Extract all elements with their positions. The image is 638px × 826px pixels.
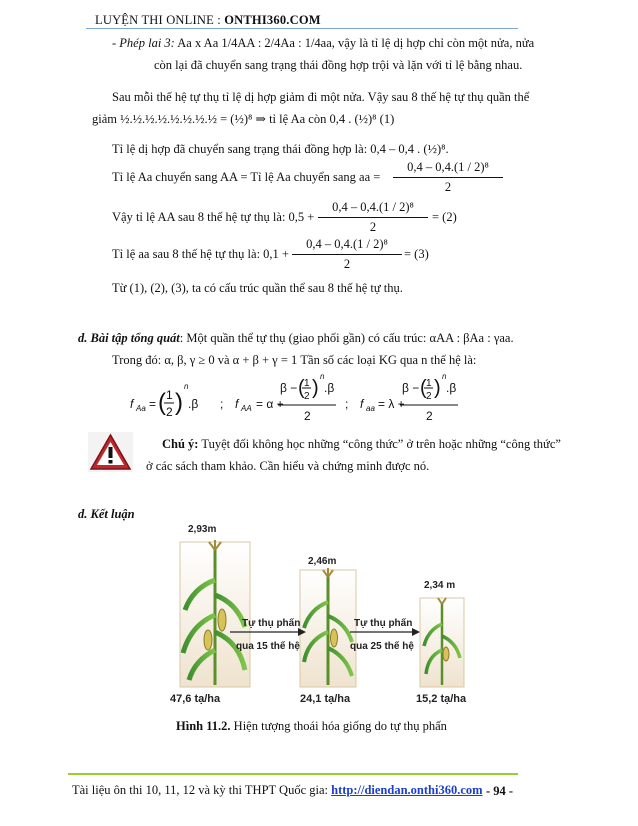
page-number: - 94 - (486, 784, 514, 798)
svg-text:β −: β − (280, 381, 298, 395)
svg-text:f: f (130, 397, 134, 411)
note-line-2: ở các sách tham khảo. Cần hiểu và chứng minh được nó. (146, 459, 430, 473)
svg-text:2: 2 (304, 409, 311, 423)
section-general-text: : Một quần thể tự thụ (giao phối gần) có cấu trúc: αAA : βAa : γaa. (179, 331, 514, 345)
svg-text:AA: AA (241, 404, 252, 413)
para-tu-1-2-3: Từ (1), (2), (3), ta có cấu trúc quần thể sau 8 thế hệ tự thụ. (112, 281, 403, 295)
maize-figure (160, 520, 470, 715)
svg-text:2: 2 (304, 391, 310, 402)
fraction-numerator-3: 0,4 – 0,4.(1 / 2)⁸ (306, 237, 388, 251)
page-footer (72, 783, 483, 798)
svg-text:): ) (175, 389, 183, 416)
para-aa-chuyen: Tỉ lệ Aa chuyển sang AA = Tỉ lệ Aa chuyển sang aa = (112, 170, 381, 184)
arrow-2-sublabel: qua 25 thế hệ (350, 641, 414, 652)
fraction-bar (393, 177, 503, 178)
svg-text:.β: .β (324, 381, 335, 395)
eq-3: = (3) (404, 247, 429, 261)
yield-label-2: 24,1 tạ/ha (300, 693, 351, 705)
para-ti-le-AA: Vậy tỉ lệ AA sau 8 thế hệ tự thụ là: 0,5 + (112, 210, 315, 224)
para-giam: giảm ½.½.½.½.½.½.½.½ = (½)⁸ ⇒ tỉ lệ Aa còn 0,4 . (½)⁸ (1) (92, 112, 395, 126)
para-sau-moi: Sau mỗi thế hệ tự thụ tỉ lệ dị hợp giảm đi một nửa. Vậy sau 8 thế hệ tự thụ quần thể (112, 90, 530, 104)
yield-label-3: 15,2 tạ/ha (416, 693, 467, 705)
svg-text:n: n (184, 382, 189, 391)
svg-text:.β: .β (446, 381, 457, 395)
header-rule (86, 28, 518, 29)
fraction-denominator: 2 (444, 180, 452, 194)
svg-text:f: f (360, 397, 364, 411)
svg-text:n: n (320, 372, 325, 381)
footer-text: Tài liệu ôn thi 10, 11, 12 và kỳ thi THPT Quốc gia: (72, 783, 332, 797)
svg-text:): ) (312, 377, 319, 399)
svg-text:1: 1 (166, 388, 173, 402)
fraction-bar-3 (292, 254, 402, 255)
svg-text:= α +: = α + (256, 397, 284, 411)
arrow-2-icon (350, 628, 420, 636)
section-general-exercise (78, 331, 514, 346)
svg-text:.β: .β (188, 397, 199, 411)
warning-icon (88, 432, 133, 472)
para-ti-le-di-hop: Tỉ lệ dị hợp đã chuyển sang trạng thái đồng hợp là: 0,4 – 0,4 . (½)⁸. (112, 142, 449, 156)
svg-text:1: 1 (304, 378, 310, 389)
para-phep-lai-cont: còn lại đã chuyển sang trạng thái đồng hợp trội và lặn với tỉ lệ bằng nhau. (154, 58, 523, 72)
para-trong-do: Trong đó: α, β, γ ≥ 0 và α + β + γ = 1 Tần số các loại KG qua n thế hệ là: (112, 353, 477, 367)
note-text: Tuyệt đối không học những “công thức” ở trên hoặc những “công thức” (198, 437, 561, 451)
svg-text:2: 2 (426, 391, 432, 402)
fraction-bar-2 (318, 217, 428, 218)
fraction-numerator: 0,4 – 0,4.(1 / 2)⁸ (407, 160, 489, 174)
svg-text:(: ( (420, 377, 427, 399)
header-prefix: LUYỆN THI ONLINE : (95, 13, 225, 27)
arrow-1-sublabel: qua 15 thế hệ (236, 641, 300, 652)
height-label-2: 2,46m (308, 556, 337, 567)
svg-text:(: ( (298, 377, 305, 399)
genotype-formulas (130, 372, 470, 430)
note-label: Chú ý: (162, 437, 199, 451)
svg-text:(: ( (158, 389, 166, 416)
yield-label-1: 47,6 tạ/ha (170, 693, 221, 705)
phep-lai-text: Aa x Aa 1/4AA : 2/4Aa : 1/4aa, vậy là tỉ lệ dị hợp chỉ còn một nửa, nửa (174, 36, 535, 50)
svg-text:2: 2 (426, 409, 433, 423)
svg-text:): ) (434, 377, 441, 399)
svg-text:=: = (149, 397, 157, 411)
arrow-2-label: Tự thụ phấn (354, 618, 413, 629)
header-site: ONTHI360.COM (224, 13, 321, 27)
footer-link[interactable]: http://diendan.onthi360.com (331, 783, 483, 797)
footer-rule (68, 773, 518, 775)
svg-text:;: ; (345, 397, 349, 411)
figure-caption (176, 719, 447, 734)
svg-text:aa: aa (366, 404, 375, 413)
caption-label: Hình 11.2. (176, 719, 231, 733)
section-title-conclusion: d. Kết luận (78, 507, 135, 521)
page-header (95, 13, 321, 28)
svg-text:f: f (235, 397, 239, 411)
svg-text:n: n (442, 372, 447, 381)
para-phep-lai: - Phép lai 3: Aa x Aa 1/4AA : 2/4Aa : 1/4aa, vậy là tỉ lệ dị hợp chỉ còn một nửa, nửa (112, 36, 535, 50)
fraction-denominator-2: 2 (369, 220, 377, 234)
section-title-general: d. Bài tập tổng quát (78, 331, 180, 345)
svg-text:2: 2 (166, 405, 173, 419)
svg-text:β −: β − (402, 381, 420, 395)
svg-text:= λ +: = λ + (378, 397, 405, 411)
arrow-1-label: Tự thụ phấn (242, 618, 301, 629)
para-ti-le-aa: Tỉ lệ aa sau 8 thế hệ tự thụ là: 0,1 + (112, 247, 289, 261)
eq-2: = (2) (432, 210, 457, 224)
fraction-denominator-3: 2 (343, 257, 351, 271)
height-label-3: 2,34 m (424, 580, 456, 591)
caption-text: Hiện tượng thoái hóa giống do tự thụ phấn (230, 719, 447, 733)
svg-text:1: 1 (426, 378, 432, 389)
svg-text:Aa: Aa (136, 404, 146, 413)
note-line-1 (162, 437, 561, 452)
height-label-1: 2,93m (188, 524, 217, 535)
phep-lai-label: Phép lai 3: (119, 36, 175, 50)
svg-text:;: ; (220, 397, 224, 411)
fraction-numerator-2: 0,4 – 0,4.(1 / 2)⁸ (332, 200, 414, 214)
